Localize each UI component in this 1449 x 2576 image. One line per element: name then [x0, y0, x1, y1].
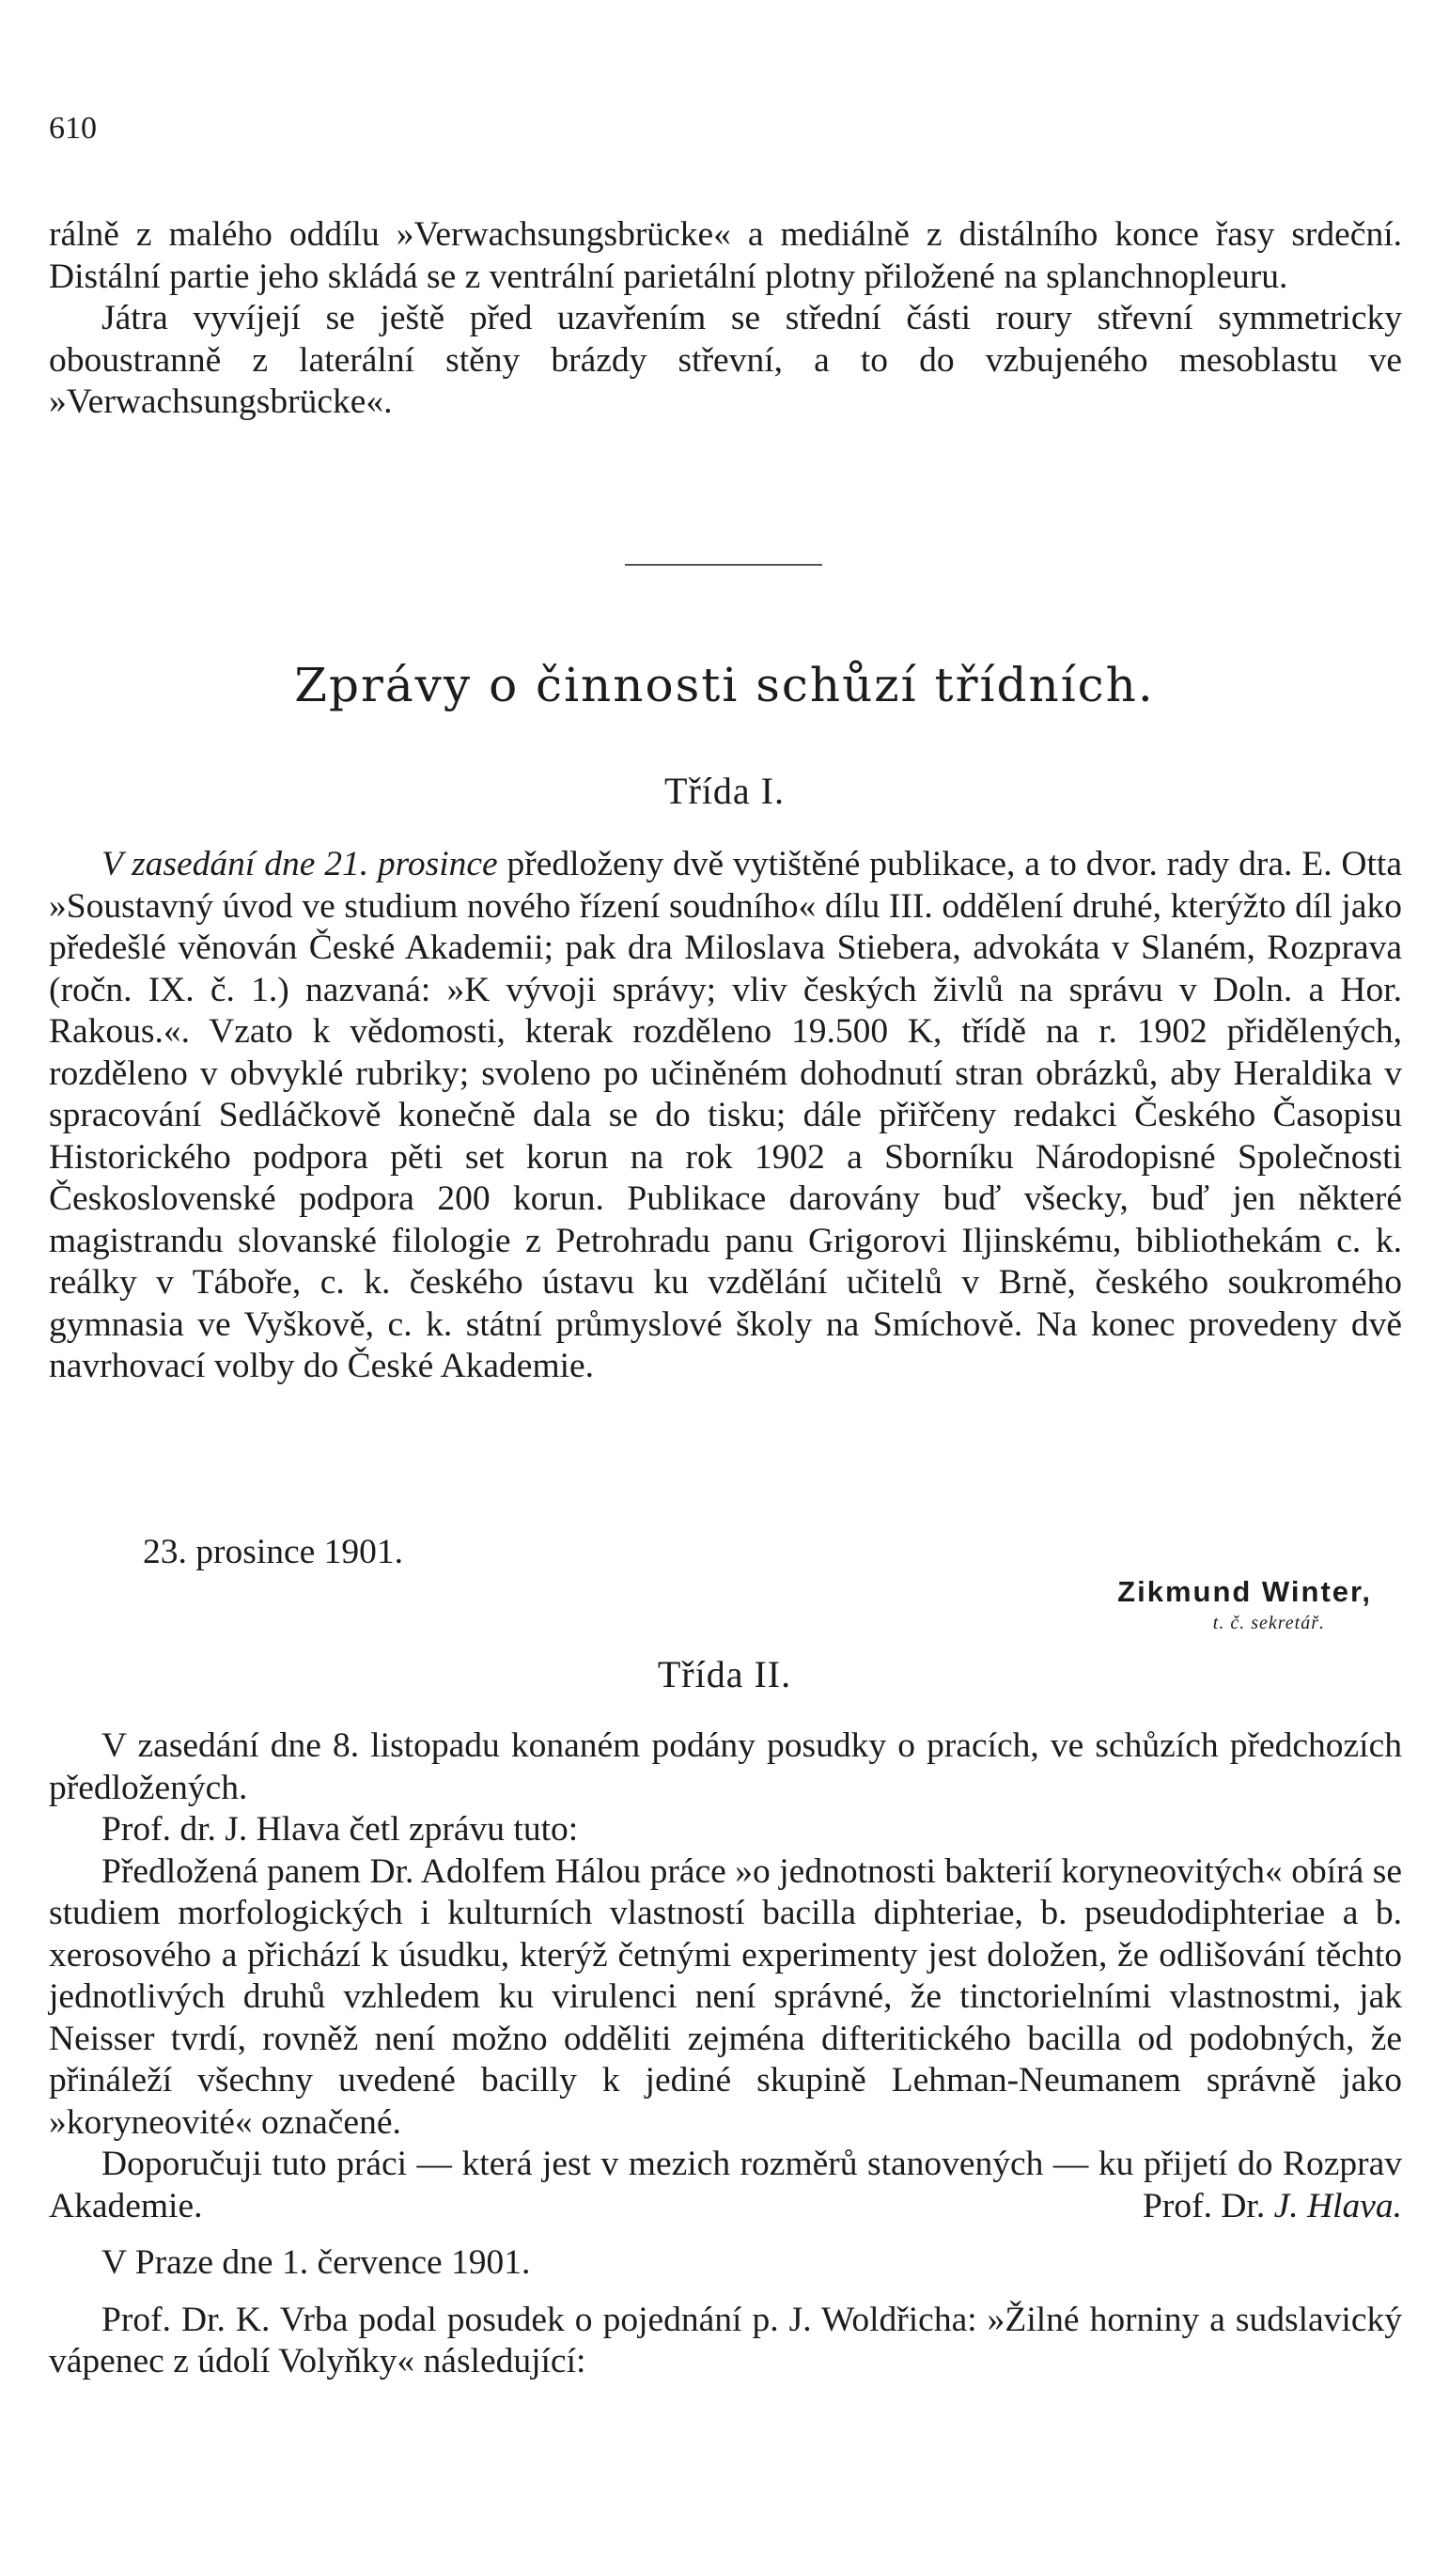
class-2-heading: Třída II.	[657, 1653, 792, 1695]
page-number: 610	[49, 111, 97, 146]
intro-paragraph-1: rálně z malého oddílu »Verwachsungsbrücke« a mediálně z distálního konce řasy srdeční. Distální partie jeho skládá se z ventrální parietální plotny přiložené na splanchnopleuru.	[49, 215, 1402, 296]
class-1-paragraph	[49, 844, 1402, 1388]
class-1-date: 23. prosince 1901.	[143, 1533, 404, 1571]
intro-text	[49, 214, 1402, 424]
intro-paragraph-2: Játra vyvíjejí se ještě před uzavřením se střední části roury střevní symmetricky oboustranně z laterální stěny brázdy střevní, a to do vzbujeného mesoblastu ve »Verwachsungsbrücke«.	[49, 299, 1402, 421]
class-2-paragraph-1: V zasedání dne 8. listopadu konaném podány posudky o pracích, ve schůzích předchozích předložených.	[49, 1726, 1402, 1807]
section-divider	[625, 564, 822, 566]
signature-role: t. č. sekretář.	[1212, 1613, 1325, 1633]
class-1-heading: Třída I.	[664, 770, 785, 812]
class-2-paragraph-5: V Praze dne 1. července 1901.	[101, 2243, 531, 2282]
class-2-paragraph-3: Předložená panem Dr. Adolfem Hálou práce »o jednotnosti bakterií koryneovitých« obírá se studiem morfologických i kulturních vlastností bacilla diphteriae, b. pseudodiphteriae a b. xerosového a přichází k úsudku, kterýž četnými experimenty jest doložen, že odlišování těchto jednotlivých druhů vzhledem ku virulenci není správné, že tinctorielními vlastnostmi, jak Neisser tvrdí, rovněž není možno odděliti zejména difteritického bacilla od podobných, že přináleží všechny uvedené bacilly k jediné skupině Lehman-Neumanem správně jako »koryneovité« označené.	[49, 1851, 1402, 2142]
class-1-text: předloženy dvě vytištěné publikace, a to dvor. rady dra. E. Otta »Soustavný úvod ve studium nového řízení soudního« dílu III. oddělení druhé, kterýžto díl jako předešlé věnován České Akademii; pak dra Miloslava Stiebera, advokáta v Slaném, Rozprava (ročn. IX. č. 1.) nazvaná: »K vývoji správy; vliv českých živlů na správu v Doln. a Hor. Rakous.«. Vzato k vědomosti, kterak rozděleno 19.500 K, třídě na r. 1902 přidělených, rozděleno v obvyklé rubriky; svoleno po učiněném dohodnutí stran obrázků, aby Heraldika v spracování Sedláčkově konečně dala se do tisku; dále přiřčeny redakci Českého Časopisu Historického podpora pěti set korun na rok 1902 a Sborníku Národopisné Společnosti Československé podpora 200 korun. Publikace darovány buď všecky, buď jen některé magistrandu slovanské filologie z Petrohradu panu Grigorovi Iljinskému, bibliothekám c. k. reálky v Táboře, c. k. českého ústavu ku vzdělání učitelů v Brně, českého soukromého gymnasia ve Vyškově, c. k. státní průmyslové školy na Smíchově. Na konec provedeny dvě navrhovací volby do České Akademie.	[49, 845, 1402, 1385]
class-2-paragraph-2: Prof. dr. J. Hlava četl zprávu tuto:	[101, 1810, 579, 1849]
class-2-paragraph-4	[49, 2144, 1402, 2227]
class-1-lead: V zasedání dne 21. prosince	[101, 845, 498, 883]
signature-name: Zikmund Winter,	[1117, 1575, 1372, 1608]
class-2-report	[49, 1725, 1402, 2383]
section-title: Zprávy o činnosti schůzí třídních.	[294, 658, 1155, 712]
class-2-paragraph-6: Prof. Dr. K. Vrba podal posudek o pojednání p. J. Woldřicha: »Žilné horniny a sudslavický vápenec z údolí Volyňky« následující:	[49, 2300, 1402, 2381]
recommendation-text: Doporučuji tuto práci — která jest v mezich rozměrů stanovených — ku přijetí do Rozprav Akademie.	[49, 2145, 1402, 2225]
class-1-report	[49, 844, 1402, 1388]
hlava-signature: Prof. Dr. J. Hlava.	[1142, 2186, 1402, 2225]
